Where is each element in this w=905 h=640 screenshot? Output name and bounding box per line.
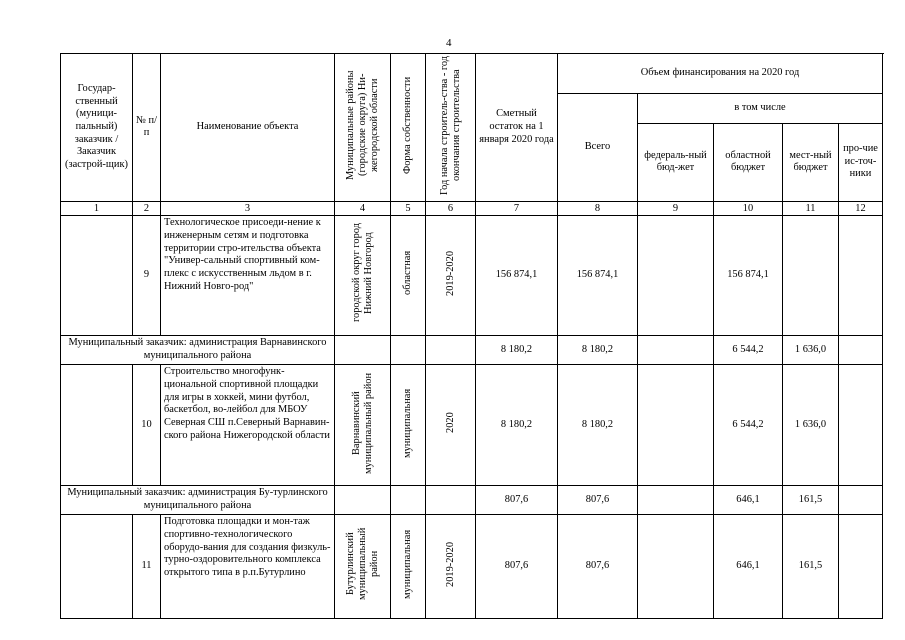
cell-regional: 6 544,2 xyxy=(714,365,783,486)
cell-federal xyxy=(638,365,714,486)
cell-local: 161,5 xyxy=(783,515,839,619)
cell-local: 161,5 xyxy=(783,486,839,515)
cell-ownership xyxy=(391,365,426,486)
cell-federal xyxy=(638,515,714,619)
cell-years-text: 2019-2020 xyxy=(444,541,456,587)
cell-total: 807,6 xyxy=(558,486,638,515)
column-number: 11 xyxy=(783,201,839,215)
column-number: 7 xyxy=(476,201,558,215)
cell-regional: 646,1 xyxy=(714,515,783,619)
cell-years xyxy=(426,216,476,336)
table-row-object-10 xyxy=(61,365,883,486)
cell-no: 10 xyxy=(133,365,161,486)
cell-ownership xyxy=(391,486,426,515)
cell-district xyxy=(335,515,391,619)
cell-estimate: 8 180,2 xyxy=(476,365,558,486)
column-number: 3 xyxy=(161,201,335,215)
cell-local xyxy=(783,216,839,336)
header-ownership xyxy=(391,54,426,202)
table-row-customer-varnavino xyxy=(61,336,883,365)
cell-years xyxy=(426,515,476,619)
header-no: № п/п xyxy=(133,54,161,202)
header-local: мест-ный бюджет xyxy=(783,123,839,201)
cell-regional: 156 874,1 xyxy=(714,216,783,336)
header-including: в том числе xyxy=(638,94,883,124)
column-number: 2 xyxy=(133,201,161,215)
cell-object-name: Строительство многофунк-циональной спортивной площадки для игры в хоккей, мини футбол, баскетбол, во-лейбол для МБОУ Северная СШ п.Северный Варнавин-ского района Нижегородской области xyxy=(161,365,335,486)
cell-ownership-text: муниципальная xyxy=(402,388,414,458)
column-number: 8 xyxy=(558,201,638,215)
cell-ownership xyxy=(391,336,426,365)
cell-no: 11 xyxy=(133,515,161,619)
header-object-name: Наименование объекта xyxy=(161,54,335,202)
cell-ownership-text: областная xyxy=(402,251,414,296)
cell-district xyxy=(335,216,391,336)
cell-local: 1 636,0 xyxy=(783,336,839,365)
cell-years xyxy=(426,365,476,486)
cell-total: 156 874,1 xyxy=(558,216,638,336)
header-funding: Объем финансирования на 2020 год xyxy=(558,54,883,94)
column-number: 5 xyxy=(391,201,426,215)
cell-years-text: 2019-2020 xyxy=(444,250,456,296)
header-ownership-text: Форма собственности xyxy=(402,76,414,174)
cell-customer xyxy=(61,365,133,486)
financing-table xyxy=(60,53,883,619)
cell-other xyxy=(839,365,883,486)
cell-local: 1 636,0 xyxy=(783,365,839,486)
cell-object-name: Технологическое присоеди-нение к инженерным сетям и подготовка территории стро-ительства объекта "Универ-сальный спортивный ком-плекс с искусственным льдом в г. Нижний Новго-род" xyxy=(161,216,335,336)
cell-regional: 6 544,2 xyxy=(714,336,783,365)
column-numbers-row xyxy=(61,201,883,215)
cell-customer-label: Муниципальный заказчик: администрация Бу-турлинского муниципального района xyxy=(61,486,335,515)
cell-total: 8 180,2 xyxy=(558,336,638,365)
column-number: 4 xyxy=(335,201,391,215)
cell-other xyxy=(839,216,883,336)
column-number: 6 xyxy=(426,201,476,215)
column-number: 9 xyxy=(638,201,714,215)
cell-total: 8 180,2 xyxy=(558,365,638,486)
cell-regional: 646,1 xyxy=(714,486,783,515)
cell-years xyxy=(426,486,476,515)
cell-district-text: городской округ город Нижний Новгород xyxy=(350,223,374,323)
column-number: 1 xyxy=(61,201,133,215)
cell-customer xyxy=(61,216,133,336)
header-years-text: Год начала строитель-ства - год окончания строительства xyxy=(438,55,462,195)
column-number: 12 xyxy=(839,201,883,215)
cell-other xyxy=(839,515,883,619)
header-total: Всего xyxy=(558,94,638,202)
header-customer: Государ-ственный (муници-пальный) заказчик / Заказчик (застрой-щик) xyxy=(61,54,133,202)
table-row-object-11 xyxy=(61,515,883,619)
cell-ownership xyxy=(391,216,426,336)
page-number: 4 xyxy=(446,37,452,49)
header-federal: федераль-ный бюд-жет xyxy=(638,123,714,201)
cell-estimate: 156 874,1 xyxy=(476,216,558,336)
header-district-text: Муниципальные районы (городские округа) Ни-жегородской области xyxy=(344,70,380,180)
cell-other xyxy=(839,486,883,515)
cell-customer xyxy=(61,515,133,619)
header-regional: областной бюджет xyxy=(714,123,783,201)
table-row-object-9 xyxy=(61,216,883,336)
cell-district xyxy=(335,486,391,515)
cell-federal xyxy=(638,216,714,336)
cell-federal xyxy=(638,336,714,365)
header-district xyxy=(335,54,391,202)
cell-estimate: 807,6 xyxy=(476,486,558,515)
column-number: 10 xyxy=(714,201,783,215)
cell-object-name: Подготовка площадки и мон-таж спортивно-технологического оборудо-вания для создания физкуль-турно-оздоровительного комплекса открытого типа в р.п.Бутурлино xyxy=(161,515,335,619)
cell-other xyxy=(839,336,883,365)
cell-years-text: 2020 xyxy=(444,412,456,434)
cell-district xyxy=(335,336,391,365)
cell-ownership-text: муниципальная xyxy=(402,529,414,599)
cell-no: 9 xyxy=(133,216,161,336)
cell-estimate: 8 180,2 xyxy=(476,336,558,365)
cell-district-text: Варнавинский муниципальный район xyxy=(350,372,374,474)
cell-total: 807,6 xyxy=(558,515,638,619)
header-estimate: Сметный остаток на 1 января 2020 года xyxy=(476,54,558,202)
cell-estimate: 807,6 xyxy=(476,515,558,619)
cell-federal xyxy=(638,486,714,515)
header-other: про-чие ис-точ-ники xyxy=(839,123,883,201)
cell-district-text: Бутурлинский муниципальный район xyxy=(344,528,380,601)
cell-district xyxy=(335,365,391,486)
header-row-1 xyxy=(61,54,883,94)
header-years xyxy=(426,54,476,202)
cell-ownership xyxy=(391,515,426,619)
cell-years xyxy=(426,336,476,365)
table-row-customer-buturlino xyxy=(61,486,883,515)
cell-customer-label: Муниципальный заказчик: администрация Варнавинского муниципального района xyxy=(61,336,335,365)
